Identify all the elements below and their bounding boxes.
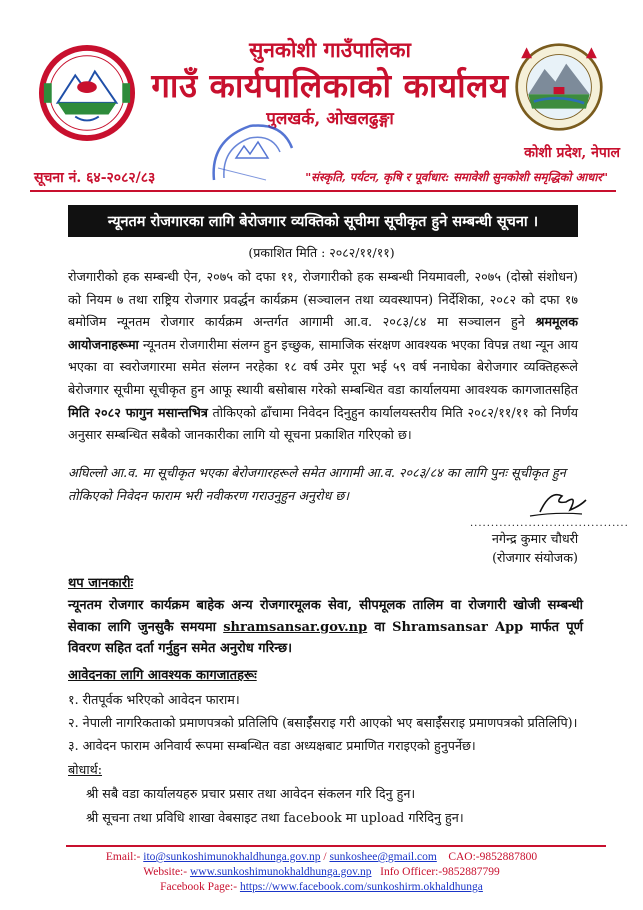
body-text: रोजगारीको हक सम्बन्धी ऐन, २०७५ को दफा ११, रोजगारीको हक सम्बन्धी नियमावली, २०७५ (दोस्रो संशोधन) को नियम ७ तथा राष्ट्रिय रोजगार प्रवर्द्धन कार्यक्रम (सञ्चालन तथा व्यवस्थापन) निर्देशिका, २०८२ को दफा १७ बमोजिम न्यूनतम रोजगार कार्यक्रम अन्तर्गत आगामी आ.व. २०८३/८४ मा सञ्चालन हुने xyxy=(68,269,578,330)
notice-title: न्यूनतम रोजगारका लागि बेरोजगार व्यक्तिको सूचीमा सूचीकृत हुने सम्बन्धी सूचना । xyxy=(68,205,578,237)
office-title: गाउँ कार्यपालिकाको कार्यालय xyxy=(151,66,509,105)
facebook-link[interactable]: https://www.facebook.com/sunkoshirm.okhaldhunga xyxy=(239,881,483,893)
documents-heading: आवेदनका लागि आवश्यक कागजातहरूः xyxy=(68,668,257,683)
document-item: २. नेपाली नागरिकताको प्रमाणपत्रको प्रतिलिपि (बसाईँसराइ गरी आएको भए बसाईँसराइ प्रमाणपत्रको प्रतिलिपि)। xyxy=(68,715,578,730)
province-label: कोशी प्रदेश, नेपाल xyxy=(524,145,620,161)
renewal-note: अघिल्लो आ.व. मा सूचीकृत भएका बेरोजगारहरूले समेत आगामी आ.व. २०८३/८४ का लागि पुनः सूचीकृत हुन तोकिएको निवेदन फाराम भरी नवीकरण गराउनुहुन अनुरोध छ। xyxy=(68,465,566,503)
shramsansar-link[interactable]: shramsansar.gov.np xyxy=(223,619,368,635)
document-item: ३. आवेदन फाराम अनिवार्य रूपमा सम्बन्धित वडा अध्यक्षबाट प्रमाणित गराइएको हुनुपर्नेछ। xyxy=(68,738,476,753)
email-label: Email:- xyxy=(105,851,141,863)
footer-contact-facebook xyxy=(0,881,643,893)
email-link-sunkoshee[interactable]: sunkoshee@gmail.com xyxy=(329,851,437,863)
email-link-ito[interactable]: ito@sunkoshimunokhaldhunga.gov.np xyxy=(143,851,321,863)
footer-divider xyxy=(66,845,606,847)
more-info-text-part: न्यूनतम रोजगार कार्यक्रम बाहेक अन्य रोजगारमूलक सेवा, सीपमूलक तालिम वा रोजगारी खोजी सम्बन्धी सेवाका लागि जुनसुकै समयमा xyxy=(68,598,583,635)
office-name: सुनकोशी गाउँपालिका xyxy=(249,37,411,62)
reference-item: श्री सूचना तथा प्रविधि शाखा वेबसाइट तथा facebook मा upload गरिदिनु हुन। xyxy=(86,810,464,825)
nepal-emblem-logo xyxy=(38,44,136,142)
more-info-text xyxy=(68,595,583,660)
info-officer-phone: Info Officer:-9852887799 xyxy=(380,866,500,878)
email-separator: / xyxy=(320,851,330,863)
cao-phone: CAO:-9852887800 xyxy=(448,851,538,863)
body-text: तोकिएको ढाँचामा निवेदन दिनुहुन कार्यालयस्तरीय मिति २०८२/११/११ को निर्णय अनुसार सम्बन्धित सबैको जानकारीका लागि यो सूचना प्रकाशित गरिएको छ। xyxy=(68,404,578,443)
reference-item: श्री सबै वडा कार्यालयहरु प्रचार प्रसार तथा आवेदन संकलन गरि दिनु हुन। xyxy=(86,786,416,801)
website-link[interactable]: www.sunkoshimunokhaldhunga.gov.np xyxy=(189,866,372,878)
more-info-heading: थप जानकारीः xyxy=(68,576,134,591)
reference-heading: बोधार्थ: xyxy=(68,762,103,777)
header-divider xyxy=(30,190,616,192)
slogan: "संस्कृति, पर्यटन, कृषि र पूर्वाधार: समावेशी सुनकोशी समृद्धिको आधार" xyxy=(305,170,608,184)
body-emphasis: श्रममूलक आयोजनाहरूमा xyxy=(68,314,578,352)
more-info-text-part: वा Shramsansar App मार्फत पूर्ण विवरण सहित दर्ता गर्नुहुन समेत अनुरोध गरिन्छ। xyxy=(68,619,583,656)
deadline-emphasis: मिति २०८२ फागुन मसान्तभित्र xyxy=(68,404,208,420)
notice-body xyxy=(68,266,578,447)
office-stamp xyxy=(206,118,296,188)
notice-number: सूचना नं. ६४-२०८२/८३ xyxy=(34,170,156,186)
document-item: १. रीतपूर्वक भरिएको आवेदन फाराम। xyxy=(68,692,240,707)
footer-contact-website xyxy=(0,866,643,878)
footer-contact-email xyxy=(0,851,643,863)
office-address: पुलखर्क, ओखलढुङ्गा xyxy=(266,109,394,129)
signer-name: नगेन्द्र कुमार चौधरी xyxy=(491,531,579,546)
signer-title: (रोजगार संयोजक) xyxy=(492,550,578,565)
facebook-label: Facebook Page:- xyxy=(160,881,238,893)
publish-date: (प्रकाशित मिति : २०८२/११/११) xyxy=(248,245,395,260)
body-text: न्यूनतम रोजगारीमा संलग्न हुन इच्छुक, सामाजिक संरक्षण आवश्यक भएका विपन्न तथा न्यून आय भएका वा स्वरोजगारमा समेत संलग्न नरहेका १८ वर्ष उमेर पूरा भई ५९ वर्ष ननाघेका बेरोजगार व्यक्तिहरूले बेरोजगार सूचीमा सूचीकृत हुन आफू स्थायी बसोबास गरेको सम्बन्धित वडा कार्यालयमा आवश्यक कागजातसहित xyxy=(68,336,578,397)
signature-line: ...................................... xyxy=(470,518,629,529)
website-label: Website:- xyxy=(143,866,188,878)
sunkoshi-municipality-logo xyxy=(514,42,604,132)
